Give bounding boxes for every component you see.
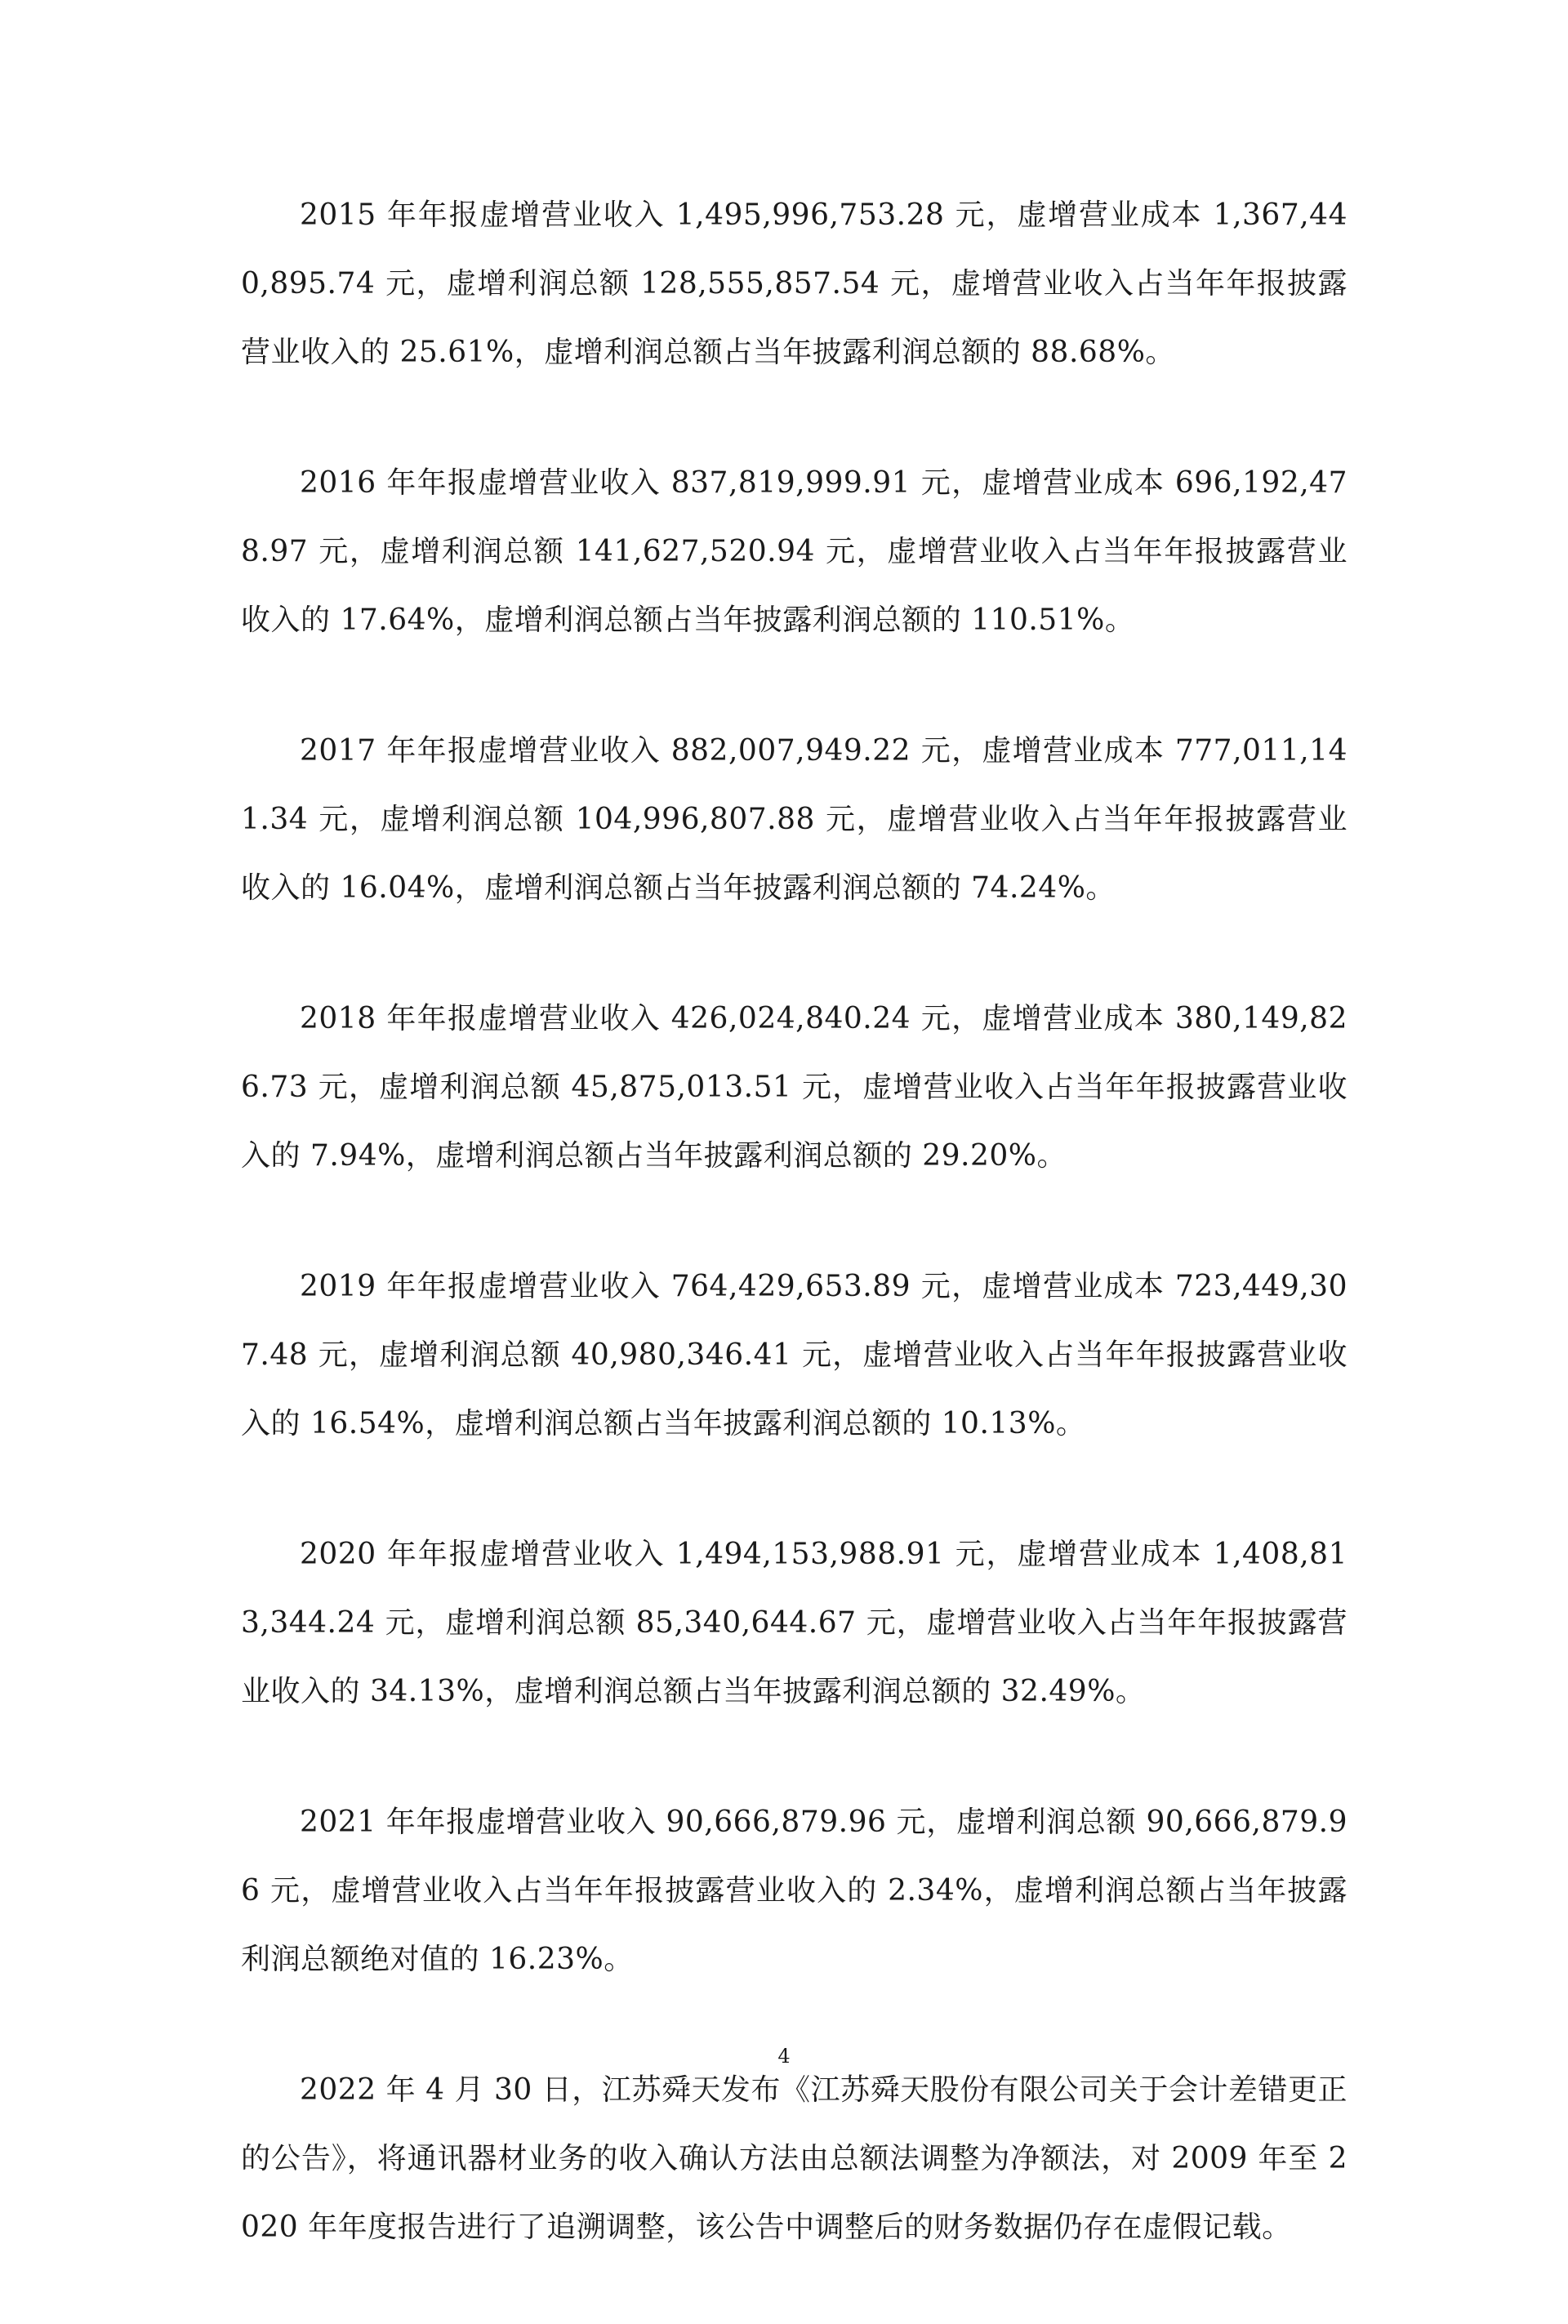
paragraph-2021: 2021 年年报虚增营业收入 90,666,879.96 元，虚增利润总额 90,666,879.96 元，虚增营业收入占当年年报披露营业收入的 2.34%，虚增利润总额占当年披露利润总额绝对值的 16.23%。 <box>241 1805 1348 1976</box>
body-text <box>241 181 1348 2324</box>
paragraph-2017: 2017 年年报虚增营业收入 882,007,949.22 元，虚增营业成本 777,011,141.34 元，虚增利润总额 104,996,807.88 元，虚增营业收入占当年年报披露营业收入的 16.04%，虚增利润总额占当年披露利润总额的 74.24%。 <box>241 734 1348 905</box>
paragraph-2015: 2015 年年报虚增营业收入 1,495,996,753.28 元，虚增营业成本 1,367,440,895.74 元，虚增利润总额 128,555,857.54 元，虚增营业收入占当年年报披露营业收入的 25.61%，虚增利润总额占当年披露利润总额的 88.68%。 <box>241 198 1348 369</box>
paragraph-2016: 2016 年年报虚增营业收入 837,819,999.91 元，虚增营业成本 696,192,478.97 元，虚增利润总额 141,627,520.94 元，虚增营业收入占当年年报披露营业收入的 17.64%，虚增利润总额占当年披露利润总额的 110.51%。 <box>241 466 1348 637</box>
paragraph-2020: 2020 年年报虚增营业收入 1,494,153,988.91 元，虚增营业成本 1,408,813,344.24 元，虚增利润总额 85,340,644.67 元，虚增营业收入占当年年报披露营业收入的 34.13%，虚增利润总额占当年披露利润总额的 32.49%。 <box>241 1538 1348 1708</box>
paragraph-2018: 2018 年年报虚增营业收入 426,024,840.24 元，虚增营业成本 380,149,826.73 元，虚增利润总额 45,875,013.51 元，虚增营业收入占当年年报披露营业收入的 7.94%，虚增利润总额占当年披露利润总额的 29.20%。 <box>241 1002 1348 1173</box>
page-number: 4 <box>777 2045 791 2068</box>
paragraph-2019: 2019 年年报虚增营业收入 764,429,653.89 元，虚增营业成本 723,449,307.48 元，虚增利润总额 40,980,346.41 元，虚增营业收入占当年年报披露营业收入的 16.54%，虚增利润总额占当年披露利润总额的 10.13%。 <box>241 1270 1348 1440</box>
paragraph-correction-notice: 2022 年 4 月 30 日，江苏舜天发布《江苏舜天股份有限公司关于会计差错更正的公告》，将通讯器材业务的收入确认方法由总额法调整为净额法，对 2009 年至 2020 年年度报告进行了追溯调整，该公告中调整后的财务数据仍存在虚假记载。 <box>241 2073 1348 2244</box>
